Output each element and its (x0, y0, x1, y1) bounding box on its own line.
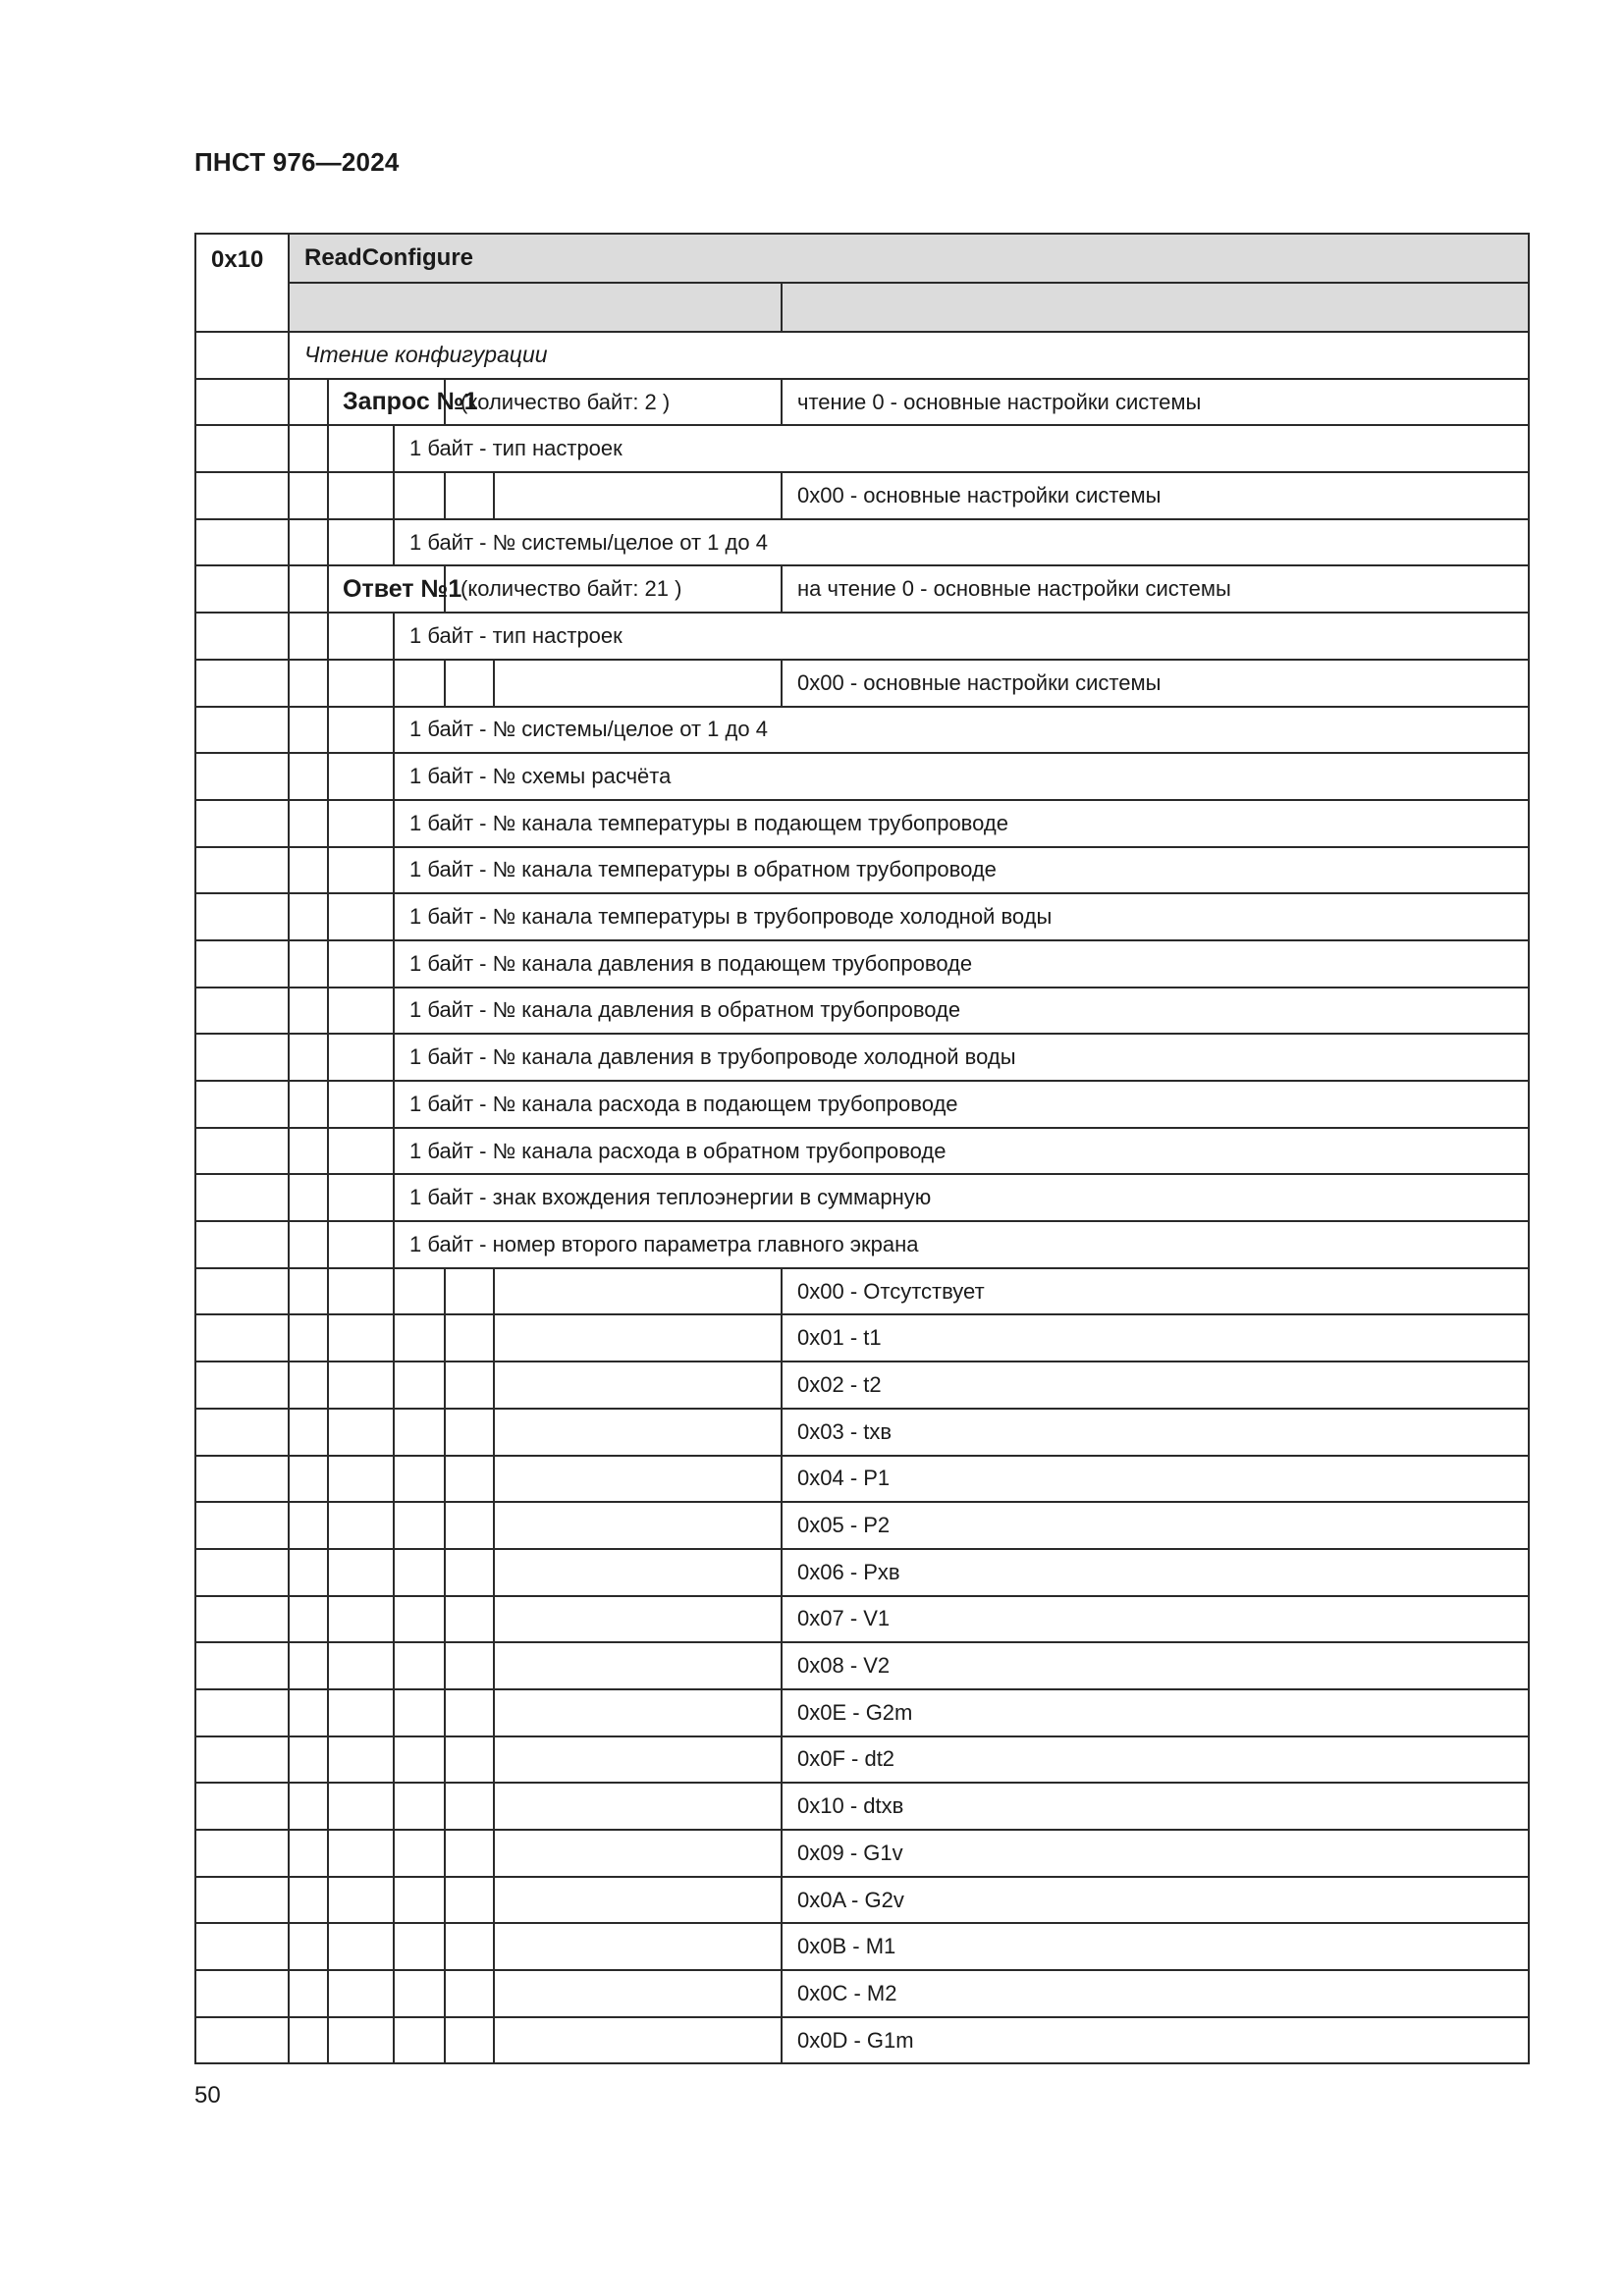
table-row (195, 1596, 1529, 1643)
table-row (195, 1736, 1529, 1784)
request-field: 1 байт - тип настроек (394, 425, 1529, 472)
table-row (195, 660, 1529, 707)
table-row (195, 1314, 1529, 1362)
document-header: ПНСТ 976—2024 (194, 147, 400, 177)
table-row (195, 1409, 1529, 1456)
table-row (195, 1221, 1529, 1268)
response-title: Ответ №1 (328, 565, 445, 613)
response-value: 0x07 - V1 (782, 1596, 1529, 1643)
table-row (195, 1456, 1529, 1503)
table-row (195, 940, 1529, 988)
table-row (195, 893, 1529, 940)
table-row (195, 707, 1529, 754)
request-note: чтение 0 - основные настройки системы (782, 379, 1529, 426)
response-value: 0x0F - dt2 (782, 1736, 1529, 1784)
response-value: 0x0C - M2 (782, 1970, 1529, 2017)
table-row (195, 1549, 1529, 1596)
subheader-cell-left (289, 283, 782, 332)
table-row (195, 1502, 1529, 1549)
response-byte-count: (количество байт: 21 ) (445, 565, 782, 613)
response-field: 1 байт - № системы/целое от 1 до 4 (394, 707, 1529, 754)
request-title: Запрос №1 (328, 379, 445, 426)
table-row (195, 1923, 1529, 1970)
table-row (195, 425, 1529, 472)
subheader-cell-right (782, 283, 1529, 332)
response-settings-value: 0x00 - основные настройки системы (782, 660, 1529, 707)
request-settings-value: 0x00 - основные настройки системы (782, 472, 1529, 519)
command-spec-table (194, 233, 1530, 2064)
table-row (195, 1783, 1529, 1830)
table-row (195, 988, 1529, 1035)
response-field: 1 байт - тип настроек (394, 613, 1529, 660)
response-value: 0x06 - Pхв (782, 1549, 1529, 1596)
response-value: 0x0B - M1 (782, 1923, 1529, 1970)
table-row (195, 1362, 1529, 1409)
response-value: 0x0A - G2v (782, 1877, 1529, 1924)
table-row (195, 519, 1529, 566)
response-field: 1 байт - № канала давления в обратном трубопроводе (394, 988, 1529, 1035)
response-value: 0x08 - V2 (782, 1642, 1529, 1689)
table-row (195, 613, 1529, 660)
table-row (195, 847, 1529, 894)
response-value: 0x10 - dtхв (782, 1783, 1529, 1830)
response-field: 1 байт - номер второго параметра главного экрана (394, 1221, 1529, 1268)
response-field: 1 байт - № канала расхода в подающем трубопроводе (394, 1081, 1529, 1128)
response-fields-group (195, 707, 1529, 1268)
response-field: 1 байт - № канала давления в трубопроводе холодной воды (394, 1034, 1529, 1081)
command-subheader-row (195, 283, 1529, 332)
table-row (195, 1174, 1529, 1221)
page-number: 50 (194, 2082, 221, 2109)
response-value: 0x02 - t2 (782, 1362, 1529, 1409)
response-value: 0x05 - P2 (782, 1502, 1529, 1549)
response-field: 1 байт - № канала давления в подающем трубопроводе (394, 940, 1529, 988)
response-value: 0x03 - tхв (782, 1409, 1529, 1456)
response-field: 1 байт - № канала температуры в трубопроводе холодной воды (394, 893, 1529, 940)
command-description: Чтение конфигурации (289, 332, 1529, 379)
table-row (195, 1689, 1529, 1736)
command-header-row (195, 234, 1529, 283)
table-row (195, 1128, 1529, 1175)
response-header-row (195, 565, 1529, 613)
response-value: 0x04 - P1 (782, 1456, 1529, 1503)
response-field: 1 байт - знак вхождения теплоэнергии в суммарную (394, 1174, 1529, 1221)
table-row (195, 753, 1529, 800)
table-row (195, 1970, 1529, 2017)
response-field: 1 байт - № канала температуры в подающем трубопроводе (394, 800, 1529, 847)
request-header-row (195, 379, 1529, 426)
description-row (195, 332, 1529, 379)
response-value: 0x0E - G2m (782, 1689, 1529, 1736)
table-row (195, 472, 1529, 519)
response-field: 1 байт - № канала температуры в обратном трубопроводе (394, 847, 1529, 894)
response-note: на чтение 0 - основные настройки системы (782, 565, 1529, 613)
response-field: 1 байт - № схемы расчёта (394, 753, 1529, 800)
response-field: 1 байт - № канала расхода в обратном трубопроводе (394, 1128, 1529, 1175)
table-row (195, 1034, 1529, 1081)
response-value: 0x01 - t1 (782, 1314, 1529, 1362)
table-row (195, 1268, 1529, 1315)
request-field: 1 байт - № системы/целое от 1 до 4 (394, 519, 1529, 566)
table-row (195, 1877, 1529, 1924)
response-values-group (195, 1268, 1529, 2064)
response-value: 0x0D - G1m (782, 2017, 1529, 2064)
request-byte-count: (количество байт: 2 ) (445, 379, 782, 426)
table-row (195, 2017, 1529, 2064)
response-value: 0x00 - Отсутствует (782, 1268, 1529, 1315)
command-code: 0x10 (195, 234, 289, 332)
table-row (195, 800, 1529, 847)
command-name: ReadConfigure (289, 234, 1529, 283)
table-row (195, 1081, 1529, 1128)
table-row (195, 1642, 1529, 1689)
response-value: 0x09 - G1v (782, 1830, 1529, 1877)
table-row (195, 1830, 1529, 1877)
